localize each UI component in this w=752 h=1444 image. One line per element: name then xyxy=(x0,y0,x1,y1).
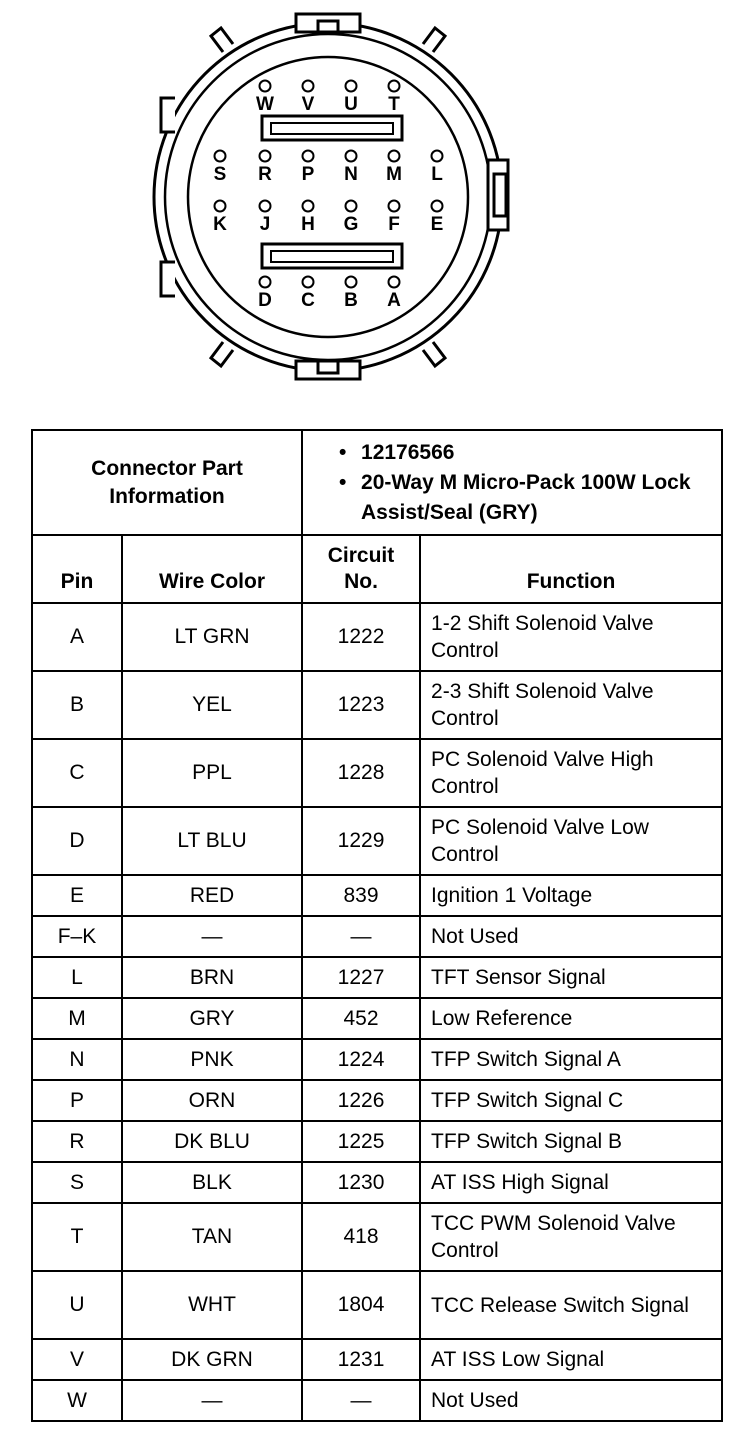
pin-label-r: R xyxy=(258,164,272,185)
pin-hole-e xyxy=(432,201,443,212)
circuit-cell: 1229 xyxy=(302,807,420,875)
pin-cell: L xyxy=(32,957,122,998)
function-cell: PC Solenoid Valve High Control xyxy=(420,739,722,807)
connector-inner-ring xyxy=(188,57,468,337)
function-cell: TCC PWM Solenoid Valve Control xyxy=(420,1203,722,1271)
circuit-cell: 418 xyxy=(302,1203,420,1271)
pin-label-n: N xyxy=(344,164,358,185)
circuit-cell: 1224 xyxy=(302,1039,420,1080)
pin-hole-l xyxy=(432,151,443,162)
pin-cell: F–K xyxy=(32,916,122,957)
part-number-item: • 12176566 xyxy=(339,440,455,464)
pin-hole-j xyxy=(260,201,271,212)
function-cell: AT ISS High Signal xyxy=(420,1162,722,1203)
wire-color-cell: RED xyxy=(122,875,302,916)
connector-face-diagram xyxy=(0,0,752,400)
pin-hole-d xyxy=(260,277,271,288)
table-row xyxy=(32,603,722,671)
pin-hole-w xyxy=(260,81,271,92)
pin-hole-f xyxy=(389,201,400,212)
table-row xyxy=(32,807,722,875)
wire-color-cell: DK BLU xyxy=(122,1121,302,1162)
rib-top-right xyxy=(423,28,445,52)
pin-label-m: M xyxy=(386,164,402,185)
wire-color-cell: DK GRN xyxy=(122,1339,302,1380)
function-cell: 1-2 Shift Solenoid Valve Control xyxy=(420,603,722,671)
pin-label-l: L xyxy=(431,164,443,185)
circuit-cell: 1226 xyxy=(302,1080,420,1121)
circuit-cell: — xyxy=(302,1380,420,1421)
circuit-cell: — xyxy=(302,916,420,957)
header-wire-color: Wire Color xyxy=(122,535,302,603)
function-cell: 2-3 Shift Solenoid Valve Control xyxy=(420,671,722,739)
upper-slot-inner xyxy=(271,123,393,134)
pin-cell: T xyxy=(32,1203,122,1271)
wire-color-cell: — xyxy=(122,916,302,957)
pin-cell: U xyxy=(32,1271,122,1339)
function-cell: Not Used xyxy=(420,916,722,957)
pin-label-f: F xyxy=(388,214,400,235)
connector-info-table xyxy=(31,429,723,1422)
table-row xyxy=(32,1203,722,1271)
header-function: Function xyxy=(420,535,722,603)
function-cell: TCC Release Switch Signal xyxy=(420,1271,722,1339)
wire-color-cell: PNK xyxy=(122,1039,302,1080)
pin-hole-k xyxy=(215,201,226,212)
table-row xyxy=(32,1121,722,1162)
table-row xyxy=(32,957,722,998)
wire-color-cell: YEL xyxy=(122,671,302,739)
pin-label-c: C xyxy=(301,290,315,311)
wire-color-cell: ORN xyxy=(122,1080,302,1121)
pin-cell: M xyxy=(32,998,122,1039)
function-cell: Ignition 1 Voltage xyxy=(420,875,722,916)
pin-hole-g xyxy=(346,201,357,212)
table-row xyxy=(32,916,722,957)
wire-color-cell: TAN xyxy=(122,1203,302,1271)
lower-slot-inner xyxy=(271,251,393,262)
pin-label-w: W xyxy=(256,94,274,115)
top-key-tab xyxy=(296,14,360,32)
pin-hole-v xyxy=(303,81,314,92)
part-description: 20-Way M Micro-Pack 100W Lock Assist/Seal (GRY) xyxy=(361,470,691,524)
upper-slot xyxy=(262,116,402,140)
pin-label-v: V xyxy=(301,94,315,115)
circuit-cell: 1223 xyxy=(302,671,420,739)
pin-label-t: T xyxy=(388,94,400,115)
pin-label-b: B xyxy=(344,290,358,311)
pin-label-j: J xyxy=(259,214,271,235)
circuit-cell: 1227 xyxy=(302,957,420,998)
pin-cell: R xyxy=(32,1121,122,1162)
pin-hole-b xyxy=(346,277,357,288)
function-cell: AT ISS Low Signal xyxy=(420,1339,722,1380)
circuit-cell: 1225 xyxy=(302,1121,420,1162)
pin-label-k: K xyxy=(213,214,227,235)
rib-top-left xyxy=(211,28,233,52)
circuit-cell: 1804 xyxy=(302,1271,420,1339)
pin-cell: W xyxy=(32,1380,122,1421)
circuit-cell: 839 xyxy=(302,875,420,916)
circuit-cell: 1231 xyxy=(302,1339,420,1380)
rib-bottom-left xyxy=(211,342,233,366)
wire-color-cell: LT GRN xyxy=(122,603,302,671)
wire-color-cell: PPL xyxy=(122,739,302,807)
pin-cell: V xyxy=(32,1339,122,1380)
pin-cell: C xyxy=(32,739,122,807)
table-row xyxy=(32,671,722,739)
function-cell: Not Used xyxy=(420,1380,722,1421)
pin-cell: A xyxy=(32,603,122,671)
wire-color-cell: LT BLU xyxy=(122,807,302,875)
wire-color-cell: BLK xyxy=(122,1162,302,1203)
pin-cell: N xyxy=(32,1039,122,1080)
part-info-label: Connector Part Information xyxy=(32,430,302,535)
table-row xyxy=(32,1380,722,1421)
function-cell: TFP Switch Signal C xyxy=(420,1080,722,1121)
pin-cell: E xyxy=(32,875,122,916)
table-row xyxy=(32,739,722,807)
pin-hole-u xyxy=(346,81,357,92)
pin-hole-s xyxy=(215,151,226,162)
wire-color-cell: BRN xyxy=(122,957,302,998)
connector-outer-ring xyxy=(154,23,502,371)
table-row xyxy=(32,1039,722,1080)
pin-hole-n xyxy=(346,151,357,162)
table-row xyxy=(32,998,722,1039)
pin-label-s: S xyxy=(213,164,227,185)
function-cell: PC Solenoid Valve Low Control xyxy=(420,807,722,875)
function-cell: TFT Sensor Signal xyxy=(420,957,722,998)
bottom-key-tab xyxy=(296,361,360,379)
left-latch-upper xyxy=(161,98,175,132)
wire-color-cell: GRY xyxy=(122,998,302,1039)
pin-label-d: D xyxy=(258,290,272,311)
circuit-cell: 1228 xyxy=(302,739,420,807)
header-circuit: Circuit No. xyxy=(302,535,420,603)
pin-label-h: H xyxy=(301,214,315,235)
part-info-items xyxy=(302,430,722,535)
connector-middle-ring xyxy=(165,34,491,360)
pin-hole-a xyxy=(389,277,400,288)
circuit-cell: 452 xyxy=(302,998,420,1039)
function-cell: TFP Switch Signal B xyxy=(420,1121,722,1162)
rib-bottom-right xyxy=(423,342,445,366)
pin-cell: S xyxy=(32,1162,122,1203)
table-row xyxy=(32,1162,722,1203)
pin-label-a: A xyxy=(387,290,401,311)
part-number: 12176566 xyxy=(361,440,455,464)
left-latch-lower xyxy=(161,262,175,296)
pin-label-g: G xyxy=(343,214,359,235)
wire-color-cell: WHT xyxy=(122,1271,302,1339)
table-row xyxy=(32,1339,722,1380)
header-pin: Pin xyxy=(32,535,122,603)
pin-hole-p xyxy=(303,151,314,162)
table-row xyxy=(32,1271,722,1339)
pin-hole-r xyxy=(260,151,271,162)
pin-cell: D xyxy=(32,807,122,875)
circuit-cell: 1222 xyxy=(302,603,420,671)
lower-slot xyxy=(262,244,402,268)
function-cell: Low Reference xyxy=(420,998,722,1039)
pin-cell: B xyxy=(32,671,122,739)
wire-color-cell: — xyxy=(122,1380,302,1421)
circuit-cell: 1230 xyxy=(302,1162,420,1203)
table-row xyxy=(32,875,722,916)
function-cell: TFP Switch Signal A xyxy=(420,1039,722,1080)
pin-label-e: E xyxy=(430,214,444,235)
pin-label-u: U xyxy=(344,94,358,115)
pin-hole-h xyxy=(303,201,314,212)
pin-label-p: P xyxy=(301,164,315,185)
pin-hole-t xyxy=(389,81,400,92)
table-row xyxy=(32,1080,722,1121)
pin-cell: P xyxy=(32,1080,122,1121)
pin-hole-c xyxy=(303,277,314,288)
pin-hole-m xyxy=(389,151,400,162)
part-description-item: • 20-Way M Micro-Pack 100W Lock Assist/Seal (GRY) xyxy=(339,468,711,528)
